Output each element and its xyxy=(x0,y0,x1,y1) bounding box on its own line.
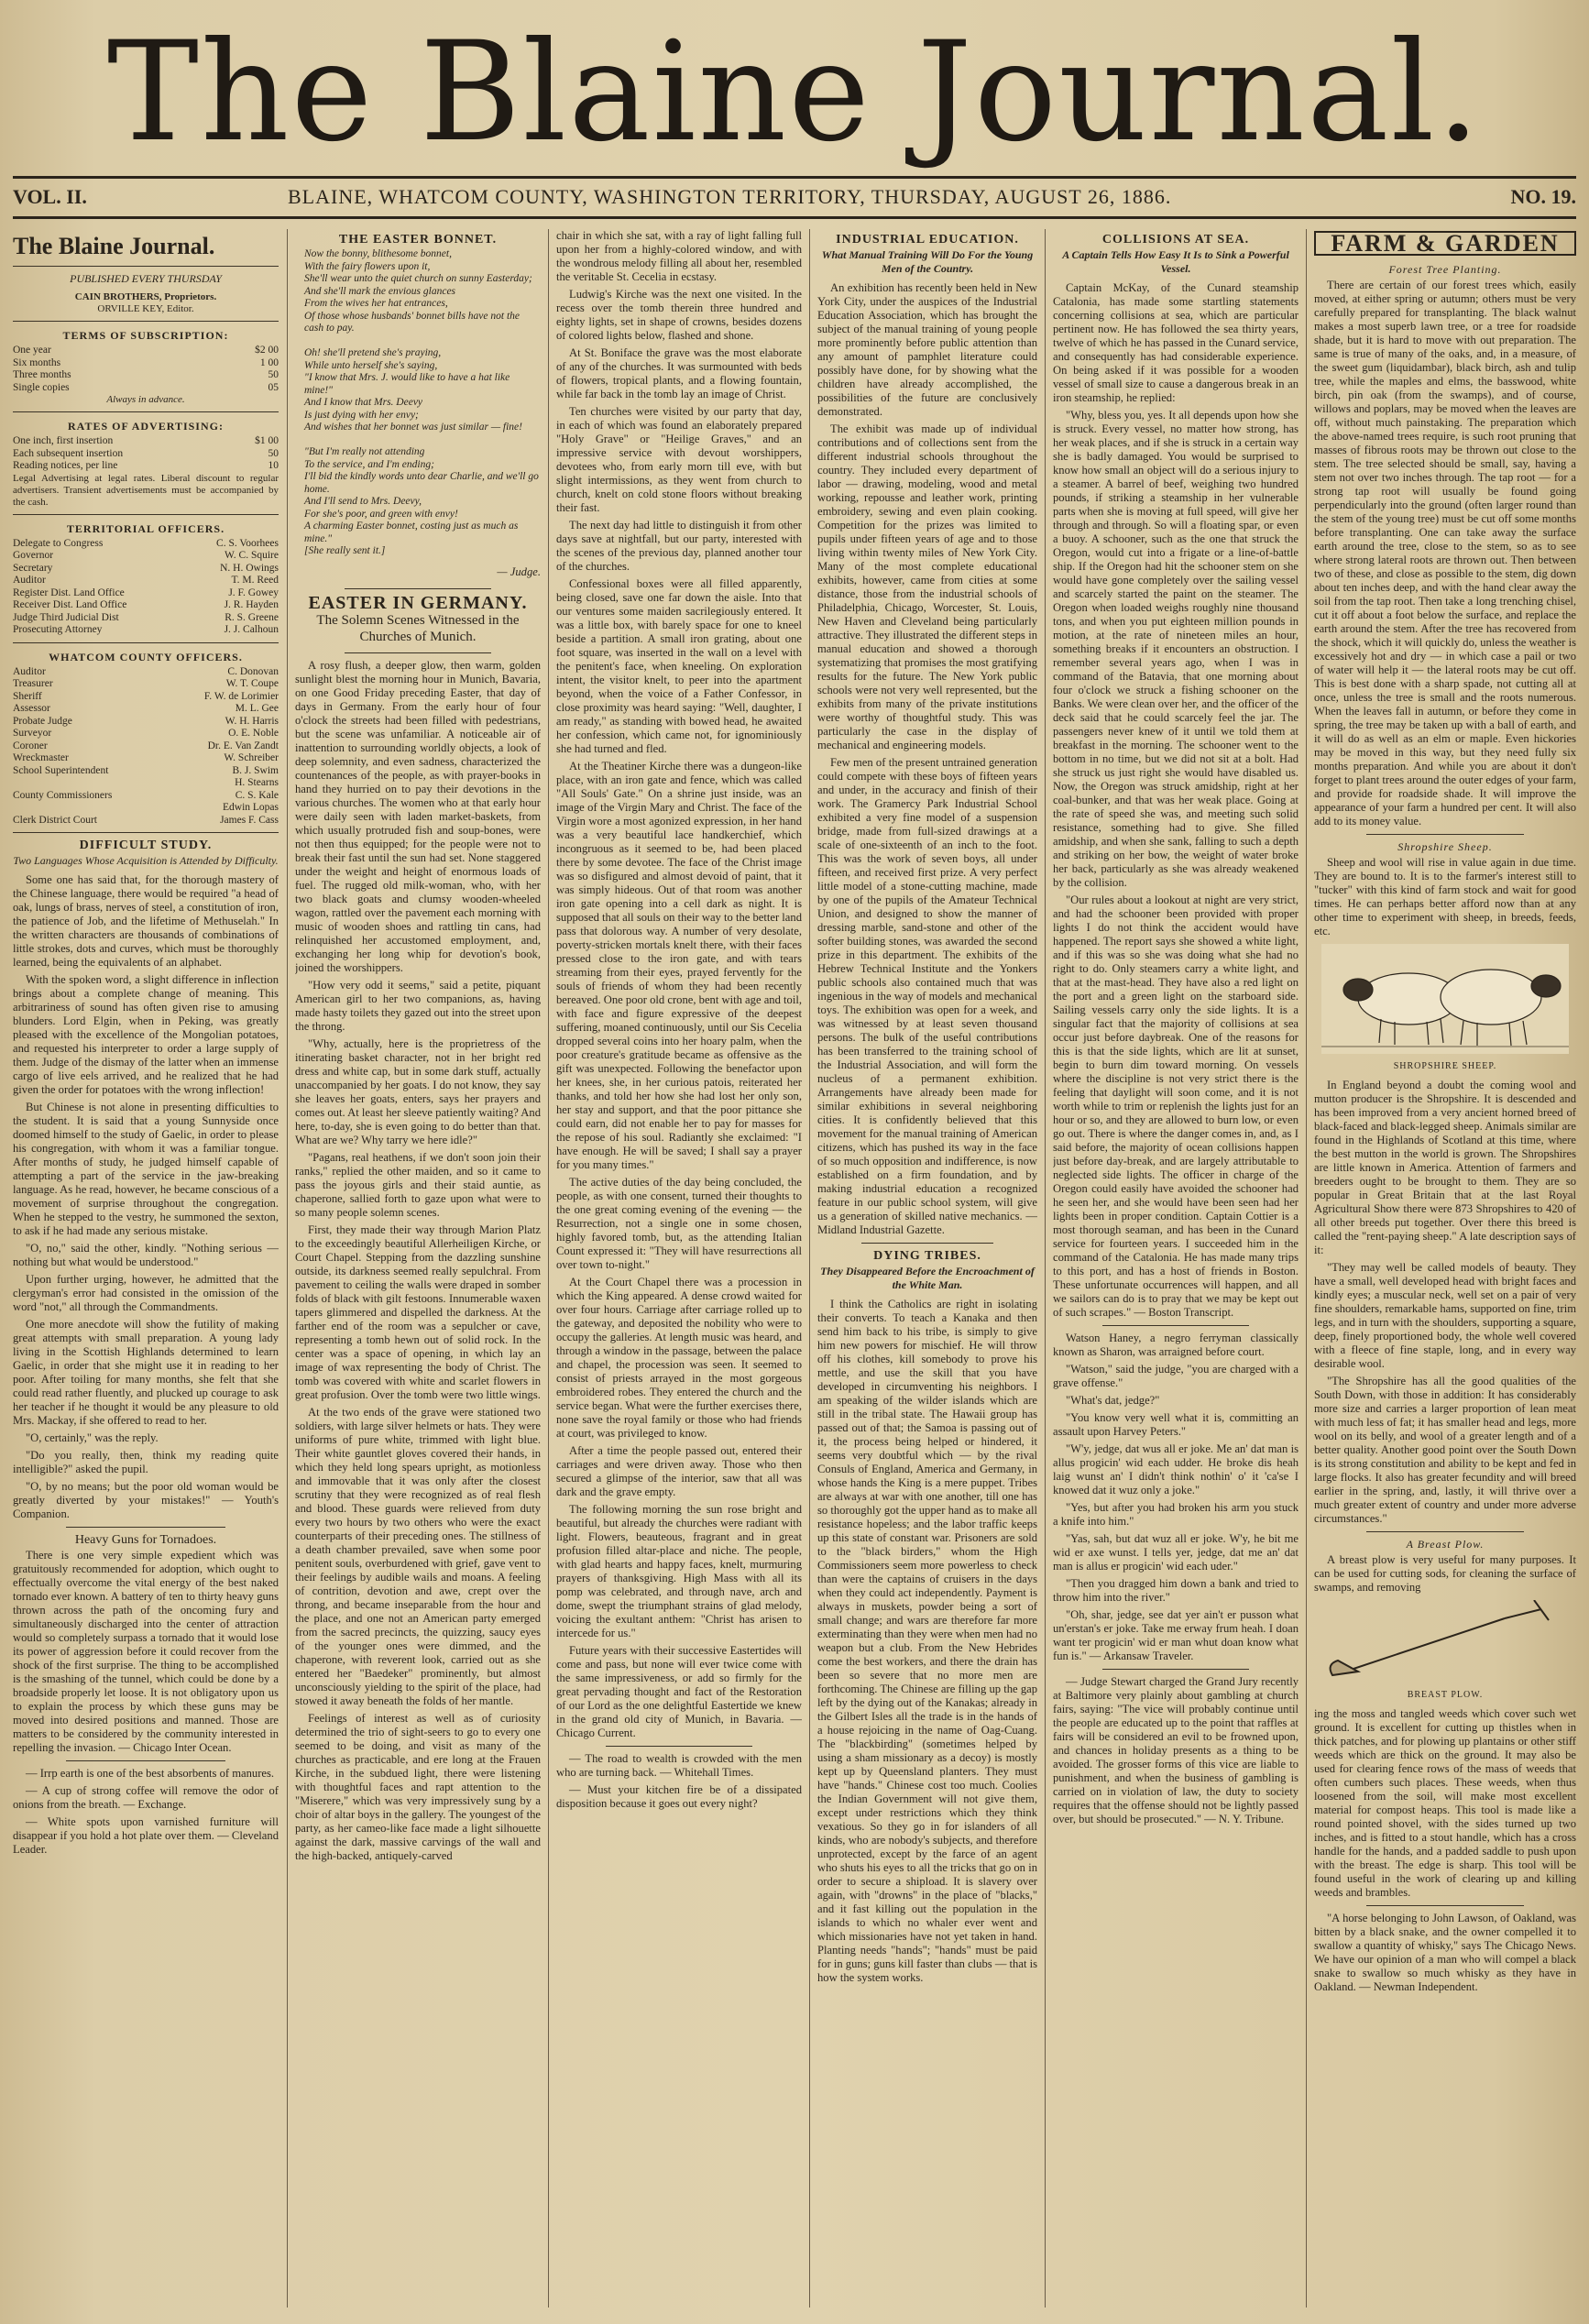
column-rule xyxy=(809,229,810,2308)
illustration-caption: BREAST PLOW. xyxy=(1407,1690,1484,1700)
shropshire-sheep-illustration xyxy=(1321,944,1569,1054)
divider xyxy=(13,514,279,515)
paragraph: "Then you dragged him down a bank and tried to throw him into the river." xyxy=(1053,1577,1299,1604)
paragraph: ing the moss and tangled weeds which cover such wet ground. It is excellent for cutting up thistles when in thick patches, and for plowing up plantains or other stiff weeds which are thick on the ground. It may also be used for clearing fence rows of the mass of weeds that often cumbers such places. These weeds, when thus loosened from the soil, will make most excellent material for compost heaps. This tool is made like a round pointed shovel, with the sides turned up two inches, and is fitted to a stout handle, which has a cross handle for the hands, and a padded saddle to push upon with the breast. The edge is sharp. This tool will be found useful in the work of clearing up and killing weeds and brambles. xyxy=(1314,1707,1576,1899)
table-row: One inch, first insertion $1 00 xyxy=(13,435,279,446)
table-row: H. Stearns xyxy=(235,777,279,788)
article-subheading: What Manual Training Will Do For the Young Men of the Country. xyxy=(821,248,1034,275)
table-row: Auditor T. M. Reed xyxy=(13,575,279,586)
territorial-table xyxy=(13,538,279,637)
column-2 xyxy=(295,229,541,2308)
paragraph: The exhibit was made up of individual contributions and of collections sent from the different industrial schools throughout the country. They included every department of labor — drawing, modeling, wood and metal working, repousse and leather work, printing embroidery, sewing and even plain cooking. Competition for the prizes was limited to pupils under fifteen years of age and to those living within twenty miles of New York City. Many of the most complete educational exhibits, however, came from cities at some distance, those from the industrial schools of Philadelphia, Chicago, Worcester, St. Louis, New Haven and Cleveland being particularly attractive. They illustrated the different steps in manual education and showed a thorough systematizing that promises the most gratifying results for the future. The New York public schools were not very well represented, but the exhibits from many of the private institutions were worthy of thoughtful study. This was particularly the case in the display of mechanical and engineering models. xyxy=(817,422,1037,751)
paragraph: At St. Boniface the grave was the most elaborate of any of the churches. It was surmounted with beds of flowers, tropical plants, and a flowing fountain, while far back in the tomb lay an image of Christ. xyxy=(556,346,802,400)
table-row: One year $2 00 xyxy=(13,345,279,356)
article-heading: INDUSTRIAL EDUCATION. xyxy=(836,233,1019,247)
article-heading: Heavy Guns for Tornadoes. xyxy=(74,1533,217,1547)
paper-title: The Blaine Journal. xyxy=(13,233,215,259)
column-rule xyxy=(1306,229,1307,2308)
table-row: Auditor C. Donovan xyxy=(13,665,279,677)
paragraph: "A horse belonging to John Lawson, of Oakland, was bitten by a black snake, and the owner compelled it to swallow a quantity of whisky," says The Chicago News. We have our opinion of a man who will compel a black snake to swallow so much whisky as they have in Oakland. — Newman Independent. xyxy=(1314,1912,1576,1993)
paragraph: "You know very well what it is, committing an assault upon Harvey Peters." xyxy=(1053,1411,1299,1438)
masthead: The Blaine Journal. xyxy=(106,13,1483,172)
paragraph: One more anecdote will show the futility of making great attempts with small preparation. A young lady living in the Scottish Highlands determined to learn Gaelic, in order that she might use it in reading to her poor. After toiling for many months, she felt that she could read rather fluently, and plucked up courage to ask her teacher if he thought it would be any pleasure to old Mrs. Mackay, if she offered to read to her. xyxy=(13,1318,279,1427)
divider xyxy=(345,588,492,589)
article-heading: THE EASTER BONNET. xyxy=(338,233,498,247)
table-row: Probate Judge W. H. Harris xyxy=(13,715,279,727)
divider xyxy=(606,1746,753,1747)
article-subheading: They Disappeared Before the Encroachment of the White Man. xyxy=(820,1265,1035,1291)
article-heading: Forest Tree Planting. xyxy=(1388,263,1502,276)
filler: — A cup of strong coffee will remove the odor of onions from the breath. — Exchange. xyxy=(13,1784,279,1811)
paragraph: "Why, bless you, yes. It all depends upon how she is struck. Every vessel, no matter how strong, has her weak places, and if she is struck in a certain way she is badly damaged. You would be surprised to know how small an object will do a serious injury to a steamer. A barrel of beef, weighing two hundred pounds, if striking a steamship in her vulnerable parts when she is moving at full speed, will give her through and through. So will a floating spar, or even a buoy. A schooner, such as the one that struck the Oregon, would cut into a frigate or a line-of-battle ship. If the Oregon had hit the schooner stem on she would have gone completely over the sailing vessel and scarcely started the paint on the steamer. The Oregon when loaded weighs roughly nine thousand tons, and when you put eighteen million pounds in motion, at the rate of nineteen miles an hour, something breaks if it encounters an obstruction. I remember several years ago, when I was in command of the Batavia, that one morning about four o'clock we struck a fishing schooner on the Banks. We were clean over her, and the officer of the deck said that he could scarcely feel the jar. The passengers never knew of it until we told them at breakfast in the morning. The schooner went to the bottom in no time, but we did not sit at a bolt. Had she struck us just right she would have disabled us. Now, the Oregon was struck amidship, right at her coal-bunker, and that was her weak place. Going at the rate of speed she was, and meeting such solid resistance, something had to give. She filled amidship, and when she sank, falling to such a depth and striking on her bow, the weight of water broke her back, particularly as she was already weakened by the collision. xyxy=(1053,409,1299,889)
paragraph: Feelings of interest as well as of curiosity determined the trio of sight-seers to go to every one seemed to be doing, and visit as many of the churches as practicable, and ere long at the Frauen Kirche, in the subdued light, there were listening with thoughtful faces and rapt attention to the "Miserere," which was very impressively sung by a choir of altar boys in the gallery. The youngest of the party, as her cameo-like face made a light silhouette against the dark, massive carvings of the wall and the high-backed, antiquely-carved xyxy=(295,1711,541,1862)
divider xyxy=(66,1527,225,1528)
divider xyxy=(1102,1325,1250,1326)
article-subheading: Two Languages Whose Acquisition is Attended by Difficulty. xyxy=(13,854,279,867)
paragraph: I think the Catholics are right in isolating their converts. To teach a Kanaka and then send him back to his tribe, is simply to give him new powers for mischief. He will throw off his clothes, kill somebody to prove his mettle, and use the skill that you have developed in circumventing his neighbors. I am speaking of the wilder islands which are still in the tribal state. The Hawaii group has passed out of that; the Samoa is passing out of it, the process being helped or hindered, it seems very doubtful which — by the rival Consuls of England, America and Germany, in whose hands the King is a mere puppet. Tribes are always at war with one another, till one has so thoroughly got the upper hand as to make all resistance hopeless; and the labor traffic keeps up this state of constant war. Prisoners are sold to the "black birders," whom the High Commissioners seem more powerless to check than were the captains of cruisers in the days when they could act independently. Payment is always in muskets, powder being a sort of small change; and wars are therefore far more exterminating than they were when men had no weapon but a club. From the New Hebrides come the best workers, and there the drain has been so severe that no more men are forthcoming. The Chinese are filling up the gap left by the dying out of the Kanakas; already in the Gilbert Isles all the trade is in the hands of a house rejoicing in the name of Oag-Cuang. The "blackbirding" (sometimes helped by using a sham missionary as a decoy) is mostly kept up by Queensland planters. They must have "hands." Chinese cost too much. Coolies the Indian Government will not give them, except under restrictions which they think vexatious. So they go in for islanders of all kinds, who are nobody's subjects, and therefore unprotected, except by the farce of an agent who shuts his eyes to all the tricks that go on in order to secure a shipload. It is slavery over again, with "drowns" in the place of "blacks," and it fast killing out the population in the islands to which no whaler ever went and which missionaries have not yet taken in hand. Planting needs "hands"; "hands" must be paid for in guns; guns kill faster than clubs — that is how the system works. xyxy=(817,1298,1037,1984)
table-row: Each subsequent insertion 50 xyxy=(13,447,279,459)
county-table xyxy=(13,666,279,828)
paragraph: "They may well be called models of beauty. They have a small, well developed head with bright faces and kindly eyes; a muscular neck, well set on a pair of very fine shoulders, remarkable hams, supported on fine, trim legs, and in turn with the shoulders, supporting a square, deep, finely proportioned body, the whole well covered with a fleece of fine staple, long, and in every way desirable wool. xyxy=(1314,1261,1576,1370)
terms-note: Always in advance. xyxy=(106,394,185,405)
place-and-date: BLAINE, WHATCOM COUNTY, WASHINGTON TERRITORY, THURSDAY, AUGUST 26, 1886. xyxy=(288,185,1172,208)
paragraph: "O, no," said the other, kindly. "Nothing serious — nothing but what would be understood." xyxy=(13,1242,279,1268)
table-row: Assessor M. L. Gee xyxy=(13,703,279,714)
column-4 xyxy=(817,229,1037,2308)
paragraph: First, they made their way through Marion Platz to the exceedingly beautiful Allerheiligen Kirche, or Court Chapel. Stepping from the dazzling sunshine outside, its darkness seemed really sepulchral. From pavement to ceiling the walls were draped in somber folds of black with gilt festoons. Innumerable waxen tapers glimmered and dispelled the darkness. At the farther end of the room was a sepulcher or cave, representing a tomb hewn out of solid rock. In the center was a space of opening, in which lay an image of wax representing the body of Christ. The tomb was covered with white and scarlet flowers in great profusion. Over the tomb were two little wings. xyxy=(295,1222,541,1401)
column-1 xyxy=(13,229,279,2308)
terms-table xyxy=(13,345,279,394)
paragraph: chair in which she sat, with a ray of light falling full upon her from a highly-colored window, and with the wondrous melody filling all about her, resembled the veritable St. Cecelia in ecstasy. xyxy=(556,229,802,283)
column-6 xyxy=(1314,229,1576,2308)
divider xyxy=(13,321,279,322)
column-rule xyxy=(1045,229,1046,2308)
article-subheading: A Captain Tells How Easy It Is to Sink a Powerful Vessel. xyxy=(1062,248,1289,275)
column-rule xyxy=(548,229,549,2308)
terms-heading: TERMS OF SUBSCRIPTION: xyxy=(62,329,229,342)
table-row: Surveyor O. E. Noble xyxy=(13,728,279,739)
divider xyxy=(66,1760,225,1761)
paragraph: Upon further urging, however, he admitted that the clergyman's error had consisted in the omission of the word "not," all through the Commandments. xyxy=(13,1273,279,1313)
paragraph: "What's dat, jedge?" xyxy=(1066,1394,1160,1407)
divider xyxy=(1102,1669,1250,1670)
table-row: Receiver Dist. Land Office J. R. Hayden xyxy=(13,599,279,610)
paragraph: But Chinese is not alone in presenting difficulties to the student. It is said that a young Sunnyside once doomed himself to the study of Gaelic, in order to please his congregation, with whom it was a familiar tongue. After months of study, he judged himself capable of attempting a part of the service in the jaw-breaking language. As he read, however, he became conscious of a movement of surprise throughout the congregation. When he stepped to the vestry, he summoned the sexton, to ask if he had made any serious mistake. xyxy=(13,1101,279,1237)
table-row: Prosecuting Attorney J. J. Calhoun xyxy=(13,624,279,635)
paragraph: There are certain of our forest trees which, easily moved, at either spring or autumn; others must be very carefully prepared for transplanting. The black walnut makes a most superb lawn tree, or a tree for roadside shade, but it is hard to move with out preparation. The same is true of many of the oaks, and, in a measure, of the sweet gum (liquidambar), black birch, ash and tulip tree, while the maples and elms, the basswood, white birch, pin oak (from the swamps), and of course, willows and poplars, may be moved when the leaves are off, without much painstaking. The preparation which the above-named trees require, is such root pruning that masses of fibrous roots may be thrown out close to the stem. The tree selected should be small, say, having a stem not over two inches through. The tap root — for a strong tap root will usually be found going perpendicularly into the ground (often larger round than the stem of the young tree) must be cut off some months before transplanting. One can take away the surface earth around the tree, close to the stem, so as to see where strong lateral roots are thrown out. Then between two of these, and close as possible to the stem, dig down about ten inches deep, and with the hand clear away the soil from the tap root. Then take a long trenching chisel, cut it off about a foot below the surface, and replace the earth around the stem. After the tree has recovered from the shock, which it will quickly do, unless the weather is excessively hot and dry — in which case a pail or two of water will help it — the lateral roots may be cut off. This is best done with a sharp spade, not cutting all at once, unless the tree is small and the roots numerous. When the leaves fall in autumn, or before they come in spring, the tree may be taken up with a ball of earth, and it will do as well as an elm or maple. Even hickories may be moved in this way, but they need fully six months preparation. And while you are about it don't forget to plant trees around the outer edges of your farm, and provide for roadside shade. It will improve the appearance of your farm a hundred per cent. It will also add to its money value. xyxy=(1314,279,1576,828)
filler: — Must your kitchen fire be of a dissipated disposition because it goes out every night? xyxy=(556,1783,802,1810)
paragraph: "How very odd it seems," said a petite, piquant American girl to her two companions, as, having made hasty toilets they gazed out into the street upon the throng. xyxy=(295,978,541,1033)
paragraph: "Yes, but after you had broken his arm you stuck a knife into him." xyxy=(1053,1501,1299,1528)
editor: ORVILLE KEY, Editor. xyxy=(97,303,194,314)
paragraph: "Pagans, real heathens, if we don't soon join their ranks," replied the other maiden, and so it came to pass the joyous girls and their staid auntie, as chaperone, sallied forth to gaze upon what were to so many people solemn scenes. xyxy=(295,1150,541,1219)
table-row: Three months 50 xyxy=(13,369,279,380)
divider xyxy=(1366,834,1524,835)
proprietors: CAIN BROTHERS, Proprietors. xyxy=(74,291,217,302)
table-row: Single copies 05 xyxy=(13,381,279,393)
divider xyxy=(1366,1531,1524,1532)
table-row: Edwin Lopas xyxy=(222,802,279,813)
paragraph: At the two ends of the grave were stationed two soldiers, with large silver helmets or hats. They were uniforms of pure white, trimmed with light blue. Their white gauntlet gloves covered their hands, in which they held long spears upright, as motionless and immovable that it was only after the closest scrutiny that they were recognized as of real flesh and blood. These guards were relieved from duty every two hours by two others who were the exact counterparts of their preceding ones. The stillness of a death chamber prevailed, save when some poor penitent souls, overburdened with grief, gave vent to their feelings by audible wails and moans. A feeling of contrition, devotion and awe, crept over the throng, and became inseparable from the hour and the place, and one not an American party emerged from the sacred precincts, the quizzing, saucy eyes of the younger ones were dimmed, and the chaperone, with reverent look, carried out as she entered her "Baedeker" prominently, but almost unconsciously yielding to the spirit of the place, had stowed it away beneath the folds of her mantle. xyxy=(295,1405,541,1707)
paragraph: "Do you really, then, think my reading quite intelligible?" asked the pupil. xyxy=(13,1449,279,1475)
article-heading: EASTER IN GERMANY. xyxy=(308,592,528,613)
paragraph: "Oh, shar, jedge, see dat yer ain't er pusson what un'erstan's er joke. Take me erway frum heah. I doan want ter progicin' wid er man whut doan know what fun is." — Arkansaw Traveler. xyxy=(1053,1608,1299,1662)
paragraph: An exhibition has recently been held in New York City, under the auspices of the Industrial Education Association, which has brought the subject of the manual training of young people more prominently before public attention than any amount of pamphlet literature could possibly have done, for by showing what the children have already accomplished, the possibilities of the future are conclusively demonstrated. xyxy=(817,281,1037,418)
dateline xyxy=(13,183,1576,211)
column-rule xyxy=(287,229,288,2308)
table-row: Treasurer W. T. Coupe xyxy=(13,678,279,689)
paragraph: The active duties of the day being concluded, the people, as with one consent, turned their thoughts to the one great coming evening of the evening — the Resurrection, not a single one in some chosen, highly favored tomb, but, as the attending Italian Count expressed it: "They will have resurrections all over town to-night." xyxy=(556,1176,802,1271)
territorial-heading: TERRITORIAL OFFICERS. xyxy=(66,521,225,535)
article-heading: DYING TRIBES. xyxy=(873,1249,981,1263)
paragraph: With the spoken word, a slight difference in inflection brings about a complete change of meaning. This arbitrariness of sound has often given rise to amusing blunders. Lord Elgin, when in Peking, was greatly pleased with the excellence of the Mongolian potatoes, and requested his interpreter to order a large supply of them. Judge of the dismay of the latter when an immense cargo of live eels arrived, and he realized that he had given the order for potatoes with the wrong inflection! xyxy=(13,973,279,1096)
divider xyxy=(861,1243,993,1244)
article-source: — Judge. xyxy=(497,565,541,578)
table-row: County Commissioners C. S. Kale xyxy=(13,789,279,801)
paragraph: There is one very simple expedient which was gratuitously recommended for adoption, which ought to effectually overcome the vital energy of the best naked tornado ever known. A battery of ten to thirty heavy guns thrown across the path of the oncoming fury and simultaneously discharged into the center of attraction would so completely surpass a tornado that it would lose its power of aggression before it could recover from the shock of the first surprise. The thing to be accomplished is the smashing of the tunnel, which could be done by a broadside properly let loose. It is not obligatory upon us to explain the process by which these guns may be moved into desired positions and manned. Those are matters to be considered by the community interested in repelling the invasion. — Chicago Inter Ocean. xyxy=(13,1549,279,1754)
paragraph: Some one has said that, for the thorough mastery of the Chinese language, there would be required "a head of oak, lungs of brass, nerves of steel, a constitution of iron, the patience of Job, and the lifetime of Methuselah." In the written characters are thousands of combinations of little strokes, dots and curves, which must be thoroughly learned, being the equivalents of an alphabet. xyxy=(13,873,279,969)
farm-and-garden-logo: FARM & GARDEN xyxy=(1314,231,1576,256)
article-heading: DIFFICULT STUDY. xyxy=(79,839,213,852)
filler: — White spots upon varnished furniture will disappear if you hold a hot plate over them. — Cleveland Leader. xyxy=(13,1815,279,1856)
table-row: Sheriff F. W. de Lorimier xyxy=(13,690,279,702)
column-3 xyxy=(556,229,802,2308)
paragraph: "The Shropshire has all the good qualities of the South Down, with those in addition: It has considerably more size and carries a larger proportion of lean meat with much less of fat; it has smaller head and legs, more wool on its belly, and wool of a greater length and of a better quality. Another good point over the South Down is its strong constitution and ability to be kept and fed in large flocks. It also has greater fecundity and will breed earlier in the spring, and, lastly, it will thrive over a much greater extent of country and under more adverse circumstances." xyxy=(1314,1375,1576,1525)
paragraph: Few men of the present untrained generation could compete with these boys of fifteen years and under, in the accuracy and finish of their work. The Gramercy Park Industrial School exhibited a very fine model of a suspension bridge, made from full-sized drawings at a scale of one-sixteenth of an inch to the foot. This was the work of seven boys, all under fifteen, and received first prize. A very perfect little model of a stone-cutting machine, made by one of the pupils of the Amateur Technical Union, and designed to show the manner of dressing marble, sand-stone and other of the softer building stones, was awarded the second prize in this department. The exhibits of the Hebrew Technical Institute and the Yonkers public schools also contained much that was ingenious in the way of models and mechanical toys. The exhibition was open for a week, and was witnessed by at least seven thousand persons. The bulk of the useful contributions has been transferred to the training school of the Industrial Association, and will form the nucleus of a permanent exhibition. Arrangements have already been made for similar exhibitions in several neighboring cities. It is confidently believed that this movement for the manual training of American citizens, which has pushed its way in the face of so much opposition and indifference, is now established on a firm foundation, and by making industrial education a recognized feature in our public school system, will give us a generation of skilled native mechanics. — Midland Industrial Gazette. xyxy=(817,756,1037,1236)
table-row: Register Dist. Land Office J. F. Gowey xyxy=(13,586,279,598)
paragraph: "O, certainly," was the reply. xyxy=(26,1431,159,1444)
paragraph: A breast plow is very useful for many purposes. It can be used for cutting sods, for cleaning the surface of swamps, and removing xyxy=(1314,1553,1576,1594)
paragraph: Ten churches were visited by our party that day, in each of which was found an elaborately prepared "Holy Grave" or "Heilige Graves," and an impressive service with devout worshippers, devotees who, from early morn till eve, with but slight intermissions, as they went from church to church, knelt on cold stone floors without breaking their fast. xyxy=(556,405,802,514)
filler: — Irrp earth is one of the best absorbents of manures. xyxy=(26,1767,275,1780)
column-5 xyxy=(1053,229,1299,2308)
county-heading: WHATCOM COUNTY OFFICERS. xyxy=(49,650,243,663)
divider xyxy=(13,832,279,833)
paragraph: Captain McKay, of the Cunard steamship Catalonia, has made some startling statements concerning collisions at sea, which are particular pertinent now. He has followed the sea thirty years, twelve of which he has passed in the Cunard service, and consequently has had considerable experience. On being asked if it was possible for a wooden vessel of small size to cause a dangerous break in an iron steamship, he replied: xyxy=(1053,281,1299,404)
table-row: Reading notices, per line 10 xyxy=(13,460,279,471)
paragraph: In England beyond a doubt the coming wool and mutton producer is the Shropshire. It is descended and has been improved from a very ancient horned breed of black-faced and black-legged sheep. Animals similar are found in the Highlands of Scotland at this time, where the best mutton in the world is grown. The Shropshires are little known in America. Attention of farmers and breeders ought to be brought to them. They are so popular in Great Britain that at the last Royal Agricultural Show there were 873 Shropshires to 420 of all other breeds put together. Over there this breed is called the "rent-paying sheep." A late description says of it: xyxy=(1314,1079,1576,1256)
masthead-rule-top xyxy=(13,176,1576,179)
paragraph: A rosy flush, a deeper glow, then warm, golden sunlight blest the morning hour in Munich, Bavaria, on one Good Friday preceding Easter, that day of days in Germany. From the early hour of four o'clock the streets had been filled with pedestrians, but the scene was unfamiliar. A noticeable air of inattention to surrounding worldly objects, a look of deep solemnity, and even sadness, characterized the countenances of the people, as with prayer-books in hand they hurried on to pay their devotions in the various churches. The women who at that early hour were daily seen with laden market-baskets, from which usually protruded fish and soup-bones, were not then thus equipped; for the people were not to break their fast until the sun had set. None staggered under the weight and height of enormous loads of fuel. The rugged old milk-woman, who, with her two black goats and clumsy wooden-wheeled wagon, rattled over the pavement each morning with music of wooden shoes and rattling tin cans, had relinquished her accustomed employment, and, exchanging her long whip for devotion's book, joined the worshippers. xyxy=(295,658,541,974)
paragraph: "Our rules about a lookout at night are very strict, and had the schooner been provided with proper lights I do not think the accident would have happened. The report says she showed a white light, and if this was so she was doing what she had no right to do. Only steamers carry a white light, and that at the mast-head. They have also a red light on the port and a green light on the starboard side. Sailing vessels carry only the side lights. It is a singular fact that the majority of collisions at sea occur just before daybreak. One of the reasons for this is that the side lights, which are lit at sunset, begin to burn dim toward morning. On vessels where the discipline is not very strict there is the feeling that daylight will soon come, and it is not worth while to trim or replenish the lights just for an hour or so, and they are allowed to burn low, or even go out. There is where the danger comes in, and, as I said before, the majority of ocean collisions happen just before day-break, and are largely attributable to neglected side lights. The officer in charge of the Oregon could easily have avoided the schooner had he seen her, and she would have been seen had her lights been in proper condition. Captain Cottier is a most thorough seaman, and has been in the Cunard service for fourteen years. I succeeded him in the command of the Catalonia. He has made many trips to this port, and has a host of friends in Boston. These unfortunate occurrences will happen, and all we sailors can do is to pray that we may be kept out of such scrapes." — Boston Transcript. xyxy=(1053,893,1299,1319)
masthead-rule-bottom xyxy=(13,216,1576,219)
divider xyxy=(345,652,492,653)
publication-schedule: PUBLISHED EVERY THURSDAY xyxy=(70,272,222,285)
article-heading: COLLISIONS AT SEA. xyxy=(1101,233,1250,247)
paragraph: "Watson," said the judge, "you are charged with a grave offense." xyxy=(1053,1363,1299,1389)
rates-heading: RATES OF ADVERTISING: xyxy=(68,420,224,433)
paragraph: "Why, actually, here is the proprietress of the itinerating basket character, not in her bright red dress and white cap, but in some dark stuff, actually unaccompanied by her goats. I do not know, they say she leaves her goats, enters, says her prayers and comes out. At least her sleeve patiently waiting? And here, to-day, she is even going to do better than that. What are we? Why tarry we here idle?" xyxy=(295,1036,541,1146)
volume-number: VOL. II. xyxy=(13,185,87,208)
rates-notes: Legal Advertising at legal rates. Liberal discount to regular advertisers. Transient advertisements must be accompanied by the cash. xyxy=(13,472,279,508)
table-row: Six months 1 00 xyxy=(13,356,279,368)
issue-number: NO. 19. xyxy=(1510,185,1576,208)
paragraph: At the Court Chapel there was a procession in which the King appeared. A dense crowd waited for over four hours. Carriage after carriage rolled up to the gateway, and deposited the nobility who were to occupy the galleries. At length music was heard, and through a window in the passage, between the palace and chapel, the procession was seen. It seemed to consist of priests arrayed in the most gorgeous embroidered robes. They entered the church and the service began. What were the further exercises there, none save the royal family or those who had friends at court, was privileged to know. xyxy=(556,1276,802,1440)
article-heading: A Breast Plow. xyxy=(1406,1538,1485,1551)
paragraph: At the Theatiner Kirche there was a dungeon-like place, with an iron gate and fence, which was called "All Souls' Gate." On a shrine just inside, was an image of the Virgin Mary and Christ. The face of the Virgin wore a most agonized expression, in her hand was a very beautiful lace handkerchief, which incongruous as it seemed to be, had been placed there by some devotee. The face of the Christ image was so disfigured and almost devoid of paint, that it was simply hideous. Out of that room was another iron gate opening into a cell dark as night. It is supposed that all souls on their way to the better land pass that dolorous way. A number of very desolate, poverty-stricken mortals knelt there, with their faces pressed close to the iron gate, and with tears streaming from their eyes, prayed fervently for the souls of friends of whom they had been recently bereaved. One poor old crone, bent with age and toil, with face and figure expressive of the deepest suffering, moaned continuously, until our Sis Cecelia dropped several coins into her hoary palm, when the poor creature's gratitude became as offensive as the gift was unexpected. Following the benefactor upon her knees, she, in her curious patois, reiterated her thanks, and told her how she had lost her only son, her stay and support, and that the poor pittance she could earn, did not enable her to pay for masses for the repose of his soul. Radiantly she exclaimed: "I have enough. He will be saved; I shall say a prayer for you many times." xyxy=(556,760,802,1171)
table-row: Wreckmaster W. Schreiber xyxy=(13,752,279,763)
paragraph: Sheep and wool will rise in value again in due time. They are bound to. It is to the farmer's interest still to "tucker" with this kind of farm stock and wait for good times. He can perhaps better afford now than at any other time to experiment with sheep, in breeds, feeds, etc. xyxy=(1314,856,1576,937)
divider xyxy=(13,411,279,412)
table-row: School Superintendent B. J. Swim xyxy=(13,764,279,776)
paragraph: "Yas, sah, but dat wuz all er joke. W'y, he bit me wid er axe wunst. I tells yer, jedge, dat me an' dat man is allus er progicin' wid each uder." xyxy=(1053,1532,1299,1573)
table-row: Coroner Dr. E. Van Zandt xyxy=(13,740,279,751)
paragraph: "O, by no means; but the poor old woman would be greatly diverted by your mistakes!" — Youth's Companion. xyxy=(13,1480,279,1520)
paragraph: "W'y, jedge, dat wus all er joke. Me an' dat man is allus progicin' wid each udder. He broke dis heah laig wunst an' I didn't think nothin' o' it 'ca'se I knowed dat it wuz only a joke." xyxy=(1053,1442,1299,1496)
table-row: Secretary N. H. Owings xyxy=(13,562,279,574)
divider xyxy=(13,266,279,267)
rates-table xyxy=(13,435,279,473)
divider xyxy=(13,642,279,643)
table-row: Clerk District Court James F. Cass xyxy=(13,814,279,826)
paragraph: Confessional boxes were all filled apparently, being closed, save one far down the aisle. Into that our ventures some maiden sacrilegiously entered. It was a little box, with barely space for one to kneel beside a partition. A small iron grating, about one foot square, was inserted in the wall on a level with the penitent's face, when kneeling. On exploration intent, the visitor knelt, to peer into the apartment beyond, when the voice of a Father Confessor, in close proximity was heard saying: "Well, daughter, I am ready," as standing with bowed head, he awaited her confession, which came not, for ignominiously she had turned and fled. xyxy=(556,577,802,755)
table-row: Judge Third Judicial Dist R. S. Greene xyxy=(13,611,279,623)
article-heading: Shropshire Sheep. xyxy=(1397,840,1493,853)
table-row: Delegate to Congress C. S. Voorhees xyxy=(13,537,279,549)
illustration-caption: SHROPSHIRE SHEEP. xyxy=(1393,1061,1497,1071)
paragraph: Watson Haney, a negro ferryman classically known as Sharon, was arraigned before court. xyxy=(1053,1332,1299,1358)
paragraph: The following morning the sun rose bright and beautiful, but already the churches were radiant with light. Flowers, beauteous, fragrant and in great profusion filled altar-place and niche. The people, with glad hearts and happy faces, knelt, murmuring prayers of thanksgiving. High Mass with all its pomp was celebrated, and through nave, arch and dome, swept the triumphant strains of glad melody, voicing the exultant anthem: "Christ has arisen to intercede for us." xyxy=(556,1503,802,1639)
paragraph: The next day had little to distinguish it from other days save at nightfall, but our party, interested with the scenes of the previous day, planned another tour of the churches. xyxy=(556,519,802,573)
paragraph: After a time the people passed out, entered their carriages and were driven away. Those who then secured a glimpse of the interior, saw that all was dark and the grave empty. xyxy=(556,1444,802,1498)
paragraph: Ludwig's Kirche was the next one visited. In the recess over the tomb therein three hundred and eighty lights, set in shape of crowns, besides dozens of colored lights below, flashed and shone. xyxy=(556,288,802,342)
paragraph: Future years with their successive Eastertides will come and pass, but none will ever twice come with the same impressiveness, or add so firmly for the great pervading thought and fact of the Restoration of our Lord as the one delightful Eastertide we knew in the grand old city of Munich, in Bavaria. — Chicago Current. xyxy=(556,1644,802,1739)
filler: — The road to wealth is crowded with the men who are turning back. — Whitehall Times. xyxy=(556,1752,802,1779)
table-row: Governor W. C. Squire xyxy=(13,550,279,561)
paragraph: — Judge Stewart charged the Grand Jury recently at Baltimore very plainly about gambling at church fairs, saying: "The vice will probably continue until the people are educated up to the point that raffles at fairs will be considered an evil to be frowned upon, and chances in holiday presents as a thing to be avoided. The grosser forms of this vice are liable to punishment, and when the business of gambling is carried on in violation of law, the duty to society requires that the offense should not be lightly passed over, but should be prosecuted." — N. Y. Tribune. xyxy=(1053,1675,1299,1825)
breast-plow-illustration xyxy=(1321,1600,1569,1683)
article-subheading: The Solemn Scenes Witnessed in the Churches of Munich. xyxy=(316,612,520,644)
poem: Now the bonny, blithesome bonnet, With the fairy flowers upon it, She'll wear unto the quiet church on sunny Easterday; And she'll mark the envious glances From the wives her hat entrances, Of those whose husbands' bonnet bills have not the cash to pay. Oh! she'll pretend she's praying, While unto herself she's saying, "I know that Mrs. J. would like to have a hat like mine!" And I know that Mrs. Deevy Is just dying with her envy; And wishes that her bonnet was just similar — fine! "But I'm really not attending To the service, and I'm ending; I'll bid the kindly words unto dear Charlie, and we'll go home. And I'll send to Mrs. Deevy, For she's poor, and green with envy! A charming Easter bonnet, costing just as much as mine." [She really sent it.] xyxy=(304,248,539,556)
divider xyxy=(1366,1905,1524,1906)
